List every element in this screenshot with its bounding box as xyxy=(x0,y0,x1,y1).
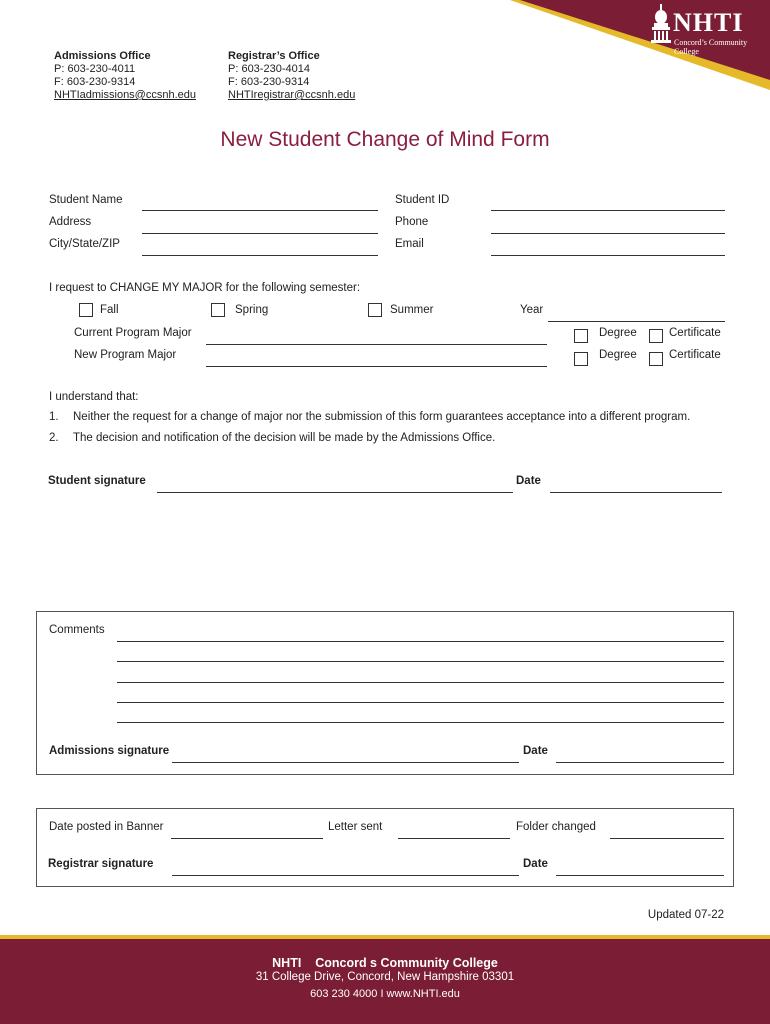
student-signature-field[interactable] xyxy=(157,492,513,493)
date-posted-field[interactable] xyxy=(171,838,323,839)
admissions-contact xyxy=(54,50,196,102)
current-certificate-label: Certificate xyxy=(669,327,721,339)
registrar-signature-label: Registrar signature xyxy=(48,858,154,870)
phone-label: Phone xyxy=(395,216,429,228)
logo-name: NHTI xyxy=(673,8,744,37)
admissions-phone: P: 603-230-4011 xyxy=(54,63,136,75)
registrar-contact xyxy=(228,50,355,102)
registrar-date-field[interactable] xyxy=(556,875,724,876)
comments-line-3[interactable] xyxy=(117,682,724,683)
year-field[interactable] xyxy=(548,321,725,322)
comments-line-4[interactable] xyxy=(117,702,724,703)
fall-checkbox[interactable] xyxy=(79,303,93,317)
capitol-dome-icon xyxy=(651,4,671,44)
footer-address: 31 College Drive, Concord, New Hampshire 03301 xyxy=(255,971,515,983)
admissions-email-link[interactable]: NHTIadmissions@ccsnh.edu xyxy=(54,89,196,101)
current-certificate-checkbox[interactable] xyxy=(649,329,663,343)
student-date-label: Date xyxy=(516,475,541,487)
admissions-date-field[interactable] xyxy=(556,762,724,763)
registrar-signature-field[interactable] xyxy=(172,875,519,876)
updated-label: Updated 07-22 xyxy=(647,909,724,921)
understand-item-2-text: The decision and notification of the decision will be made by the Admissions Office. xyxy=(73,432,496,444)
address-label: Address xyxy=(49,216,92,228)
new-certificate-checkbox[interactable] xyxy=(649,352,663,366)
comments-line-1[interactable] xyxy=(117,641,724,642)
registrar-heading: Registrar’s Office xyxy=(228,50,320,62)
admissions-signature-field[interactable] xyxy=(172,762,519,763)
comments-line-5[interactable] xyxy=(117,722,724,723)
registrar-fax: F: 603-230-9314 xyxy=(228,76,310,88)
letter-sent-label: Letter sent xyxy=(328,821,383,833)
email-field[interactable] xyxy=(491,255,725,256)
email-label: Email xyxy=(395,238,424,250)
understand-item-1-text: Neither the request for a change of major nor the submission of this form guarantees acceptance into a different program. xyxy=(73,411,691,423)
student-name-label: Student Name xyxy=(49,194,123,206)
summer-label: Summer xyxy=(390,304,434,316)
understand-item-2-num: 2. xyxy=(49,432,59,444)
current-program-field[interactable] xyxy=(206,344,547,345)
comments-label: Comments xyxy=(49,624,105,636)
footer-college-name: NHTI Concord s Community College xyxy=(272,956,498,970)
new-program-field[interactable] xyxy=(206,366,547,367)
admissions-signature-label: Admissions signature xyxy=(49,745,170,757)
registrar-phone: P: 603-230-4014 xyxy=(228,63,310,75)
spring-label: Spring xyxy=(235,304,269,316)
admissions-date-label: Date xyxy=(523,745,548,757)
fall-label: Fall xyxy=(100,304,119,316)
request-prompt: I request to CHANGE MY MAJOR for the following semester: xyxy=(49,282,361,294)
form-title: New Student Change of Mind Form xyxy=(220,128,550,151)
current-program-label: Current Program Major xyxy=(74,327,192,339)
address-field[interactable] xyxy=(142,233,378,234)
comments-line-2[interactable] xyxy=(117,661,724,662)
student-id-field[interactable] xyxy=(491,210,725,211)
registrar-date-label: Date xyxy=(523,858,548,870)
date-posted-label: Date posted in Banner xyxy=(49,821,164,833)
new-certificate-label: Certificate xyxy=(669,349,721,361)
city-state-zip-field[interactable] xyxy=(142,255,378,256)
folder-changed-field[interactable] xyxy=(610,838,724,839)
current-degree-checkbox[interactable] xyxy=(574,329,588,343)
admissions-heading: Admissions Office xyxy=(54,50,151,62)
registrar-email-link[interactable]: NHTIregistrar@ccsnh.edu xyxy=(228,89,356,101)
letter-sent-field[interactable] xyxy=(398,838,510,839)
understand-item-1-num: 1. xyxy=(49,411,59,423)
folder-changed-label: Folder changed xyxy=(516,821,596,833)
current-degree-label: Degree xyxy=(599,327,637,339)
year-label: Year xyxy=(520,304,544,316)
admissions-fax: F: 603-230-9314 xyxy=(54,76,136,88)
summer-checkbox[interactable] xyxy=(368,303,382,317)
student-name-field[interactable] xyxy=(142,210,378,211)
phone-field[interactable] xyxy=(491,233,725,234)
new-degree-label: Degree xyxy=(599,349,637,361)
logo-subtitle: Concord’s Community College xyxy=(674,38,748,56)
new-program-label: New Program Major xyxy=(74,349,177,361)
student-date-field[interactable] xyxy=(550,492,722,493)
student-id-label: Student ID xyxy=(395,194,450,206)
student-signature-label: Student signature xyxy=(48,475,146,487)
understand-intro: I understand that: xyxy=(49,391,139,403)
footer-contact: 603 230 4000 I www.NHTI.edu xyxy=(310,988,460,1000)
spring-checkbox[interactable] xyxy=(211,303,225,317)
city-state-zip-label: City/State/ZIP xyxy=(49,238,120,250)
new-degree-checkbox[interactable] xyxy=(574,352,588,366)
